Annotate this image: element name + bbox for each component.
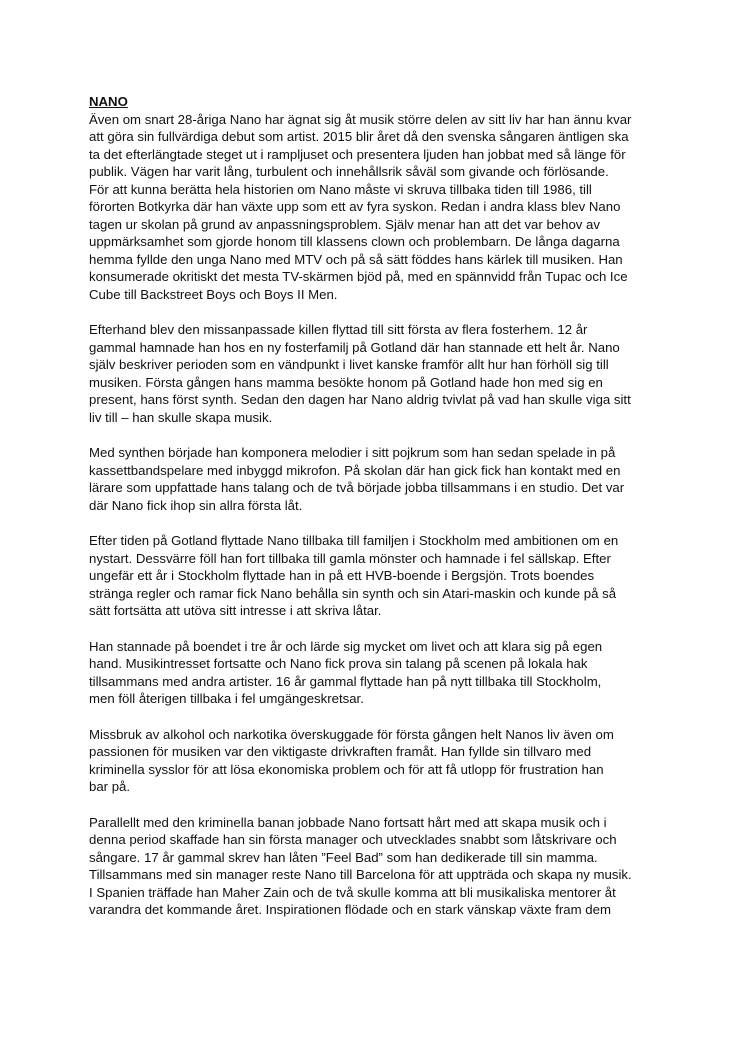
text-line: Cube till Backstreet Boys och Boys II Men. [89,286,338,302]
text-line: gammal hamnade han hos en ny fosterfamilj på Gotland där han stannade ett helt år. Nano [89,339,620,355]
text-line: stränga regler och ramar fick Nano behålla sin synth och sin Atari-maskin och kunde på så [89,585,617,601]
text-line: själv beskriver perioden som en vändpunkt i livet kanske framför allt hur han förhöll sig till [89,357,609,372]
text-line: I Spanien träffade han Maher Zain och de två skulle komma att bli musikaliska mentorer åt [89,884,616,900]
text-line: lärare som uppfattade hans talang och de två började jobba tillsammans i en studio. Det var [89,480,625,495]
paragraph [89,814,679,919]
text-line: Efterhand blev den missanpassade killen flyttad till sitt första av flera fosterhem. 12 år [89,322,588,337]
document-body [89,111,679,919]
paragraph [89,321,679,426]
text-line: att göra sin fullvärdiga debut som artist. 2015 blir året då den svenska sångaren äntligen ska [89,129,629,144]
text-line: kassettbandspelare med inbyggd mikrofon. På skolan där han gick fick han kontakt med en [89,462,621,478]
text-line: Även om snart 28-åriga Nano har ägnat sig åt musik större delen av sitt liv har han ännu kvar [89,111,632,127]
text-line: hand. Musikintresset fortsatte och Nano fick prova sin talang på scenen på lokala hak [89,656,588,671]
document-page [89,93,679,937]
text-line: kriminella sysslor för att lösa ekonomiska problem och för att få utlopp för frustration han [89,761,604,777]
text-line: där Nano fick ihop sin allra första låt. [89,497,303,513]
text-line: Efter tiden på Gotland flyttade Nano tillbaka till familjen i Stockholm med ambitionen om en [89,533,619,548]
text-line: Parallellt med den kriminella banan jobbade Nano fortsatt hårt med att skapa musik och i [89,814,607,830]
text-line: bar på. [89,779,131,794]
text-line: hemma fyllde den unga Nano med MTV och på så sätt föddes hans kärlek till musiken. Han [89,251,623,267]
text-line: tagen ur skolan på grund av anpassningsproblem. Själv menar han att det var behov av [89,216,600,232]
paragraph [89,532,679,620]
document-title: NANO [89,94,128,109]
text-line: konsumerade okritiskt det mesta TV-skärmen bjöd på, med en spännvidd från Tupac och Ice [89,269,628,284]
text-line: uppmärksamhet som gjorde honom till klassens clown och problembarn. De långa dagarna [89,234,620,249]
paragraph [89,444,679,514]
text-line: varandra det kommande året. Inspirationen flödade och en stark vänskap växte fram dem [89,902,611,917]
text-line: Med synthen började han komponera melodier i sitt pojkrum som han sedan spelade in på [89,445,616,460]
text-line: sätt fortsätta att utöva sitt intresse i att skriva låtar. [89,603,382,618]
text-line: ta det efterlängtade steget ut i rampljuset och presentera ljuden han jobbat med så länge för [89,146,626,162]
text-line: Missbruk av alkohol och narkotika överskuggade för första gången helt Nanos liv även om [89,726,614,742]
text-line: ungefär ett år i Stockholm flyttade han in på ett HVB-boende i Bergsjön. Trots boendes [89,568,595,583]
paragraph [89,638,679,708]
text-line: musiken. Första gången hans mamma besökte honom på Gotland hade hon med sig en [89,374,603,390]
text-line: För att kunna berätta hela historien om Nano måste vi skruva tillbaka tiden till 1986, till [89,181,592,197]
text-line: men föll återigen tillbaka i fel umgängeskretsar. [89,691,364,706]
text-line: passionen för musiken var den viktigaste drivkraften framåt. Han fyllde sin tillvaro med [89,744,592,759]
text-line: liv till – han skulle skapa musik. [89,409,273,425]
text-line: sångare. 17 år gammal skrev han låten ”Feel Bad” som han dedikerade till sin mamma. [89,849,598,865]
text-line: tillsammans med andra artister. 16 år gammal flyttade han på nytt tillbaka till Stockholm, [89,673,602,689]
text-line: present, hans först synth. Sedan den dagen har Nano aldrig tvivlat på vad han skulle viga sitt [89,392,631,407]
text-line: publik. Vägen har varit lång, turbulent och innehållsrik såväl som givande och förlösande. [89,164,609,179]
text-line: denna period skaffade han sin första manager och utvecklades snabbt som låtskrivare och [89,832,617,847]
text-line: Han stannade på boendet i tre år och lärde sig mycket om livet och att klara sig på egen [89,638,603,654]
text-line: Tillsammans med sin manager reste Nano till Barcelona för att uppträda och skapa ny musik. [89,867,632,882]
paragraph [89,111,679,304]
text-line: förorten Botkyrka där han växte upp som ett av fyra syskon. Redan i andra klass blev Nano [89,199,621,214]
text-line: nystart. Dessvärre föll han fort tillbaka till gamla mönster och hamnade i fel sällskap. Efter [89,550,611,566]
paragraph [89,726,679,796]
